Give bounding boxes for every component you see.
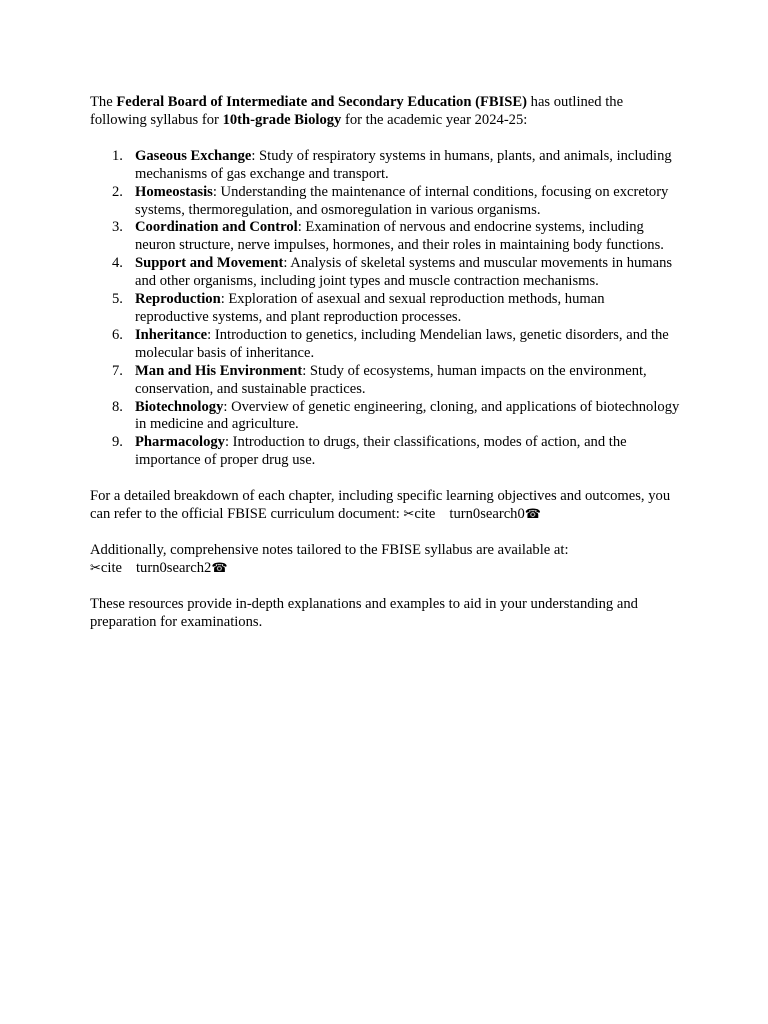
intro-lead: The bbox=[90, 94, 117, 110]
syllabus-item bbox=[90, 184, 680, 220]
syllabus-item bbox=[90, 219, 680, 255]
cite-ref: turn0search2 bbox=[135, 559, 212, 576]
item-title: Gaseous Exchange bbox=[135, 147, 252, 164]
item-description: : Examination of nervous and endocrine systems, including neuron structure, nerve impulses, hormones, and their roles in maintaining body functions. bbox=[135, 219, 664, 254]
cite-word: cite bbox=[100, 559, 122, 576]
grade-subject: 10th-grade Biology bbox=[222, 111, 342, 128]
cite-ref: turn0search0 bbox=[449, 506, 525, 523]
item-number: 9. bbox=[112, 434, 123, 451]
item-number: 7. bbox=[112, 362, 123, 379]
item-description: : Overview of genetic engineering, cloning, and applications of biotechnology in medicine and agriculture. bbox=[135, 398, 680, 433]
item-title: Pharmacology bbox=[135, 434, 225, 451]
syllabus-item bbox=[90, 363, 680, 399]
syllabus-item bbox=[90, 434, 680, 470]
item-description: : Study of respiratory systems in humans, plants, and animals, including mechanisms of gas exchange and transport. bbox=[135, 147, 672, 182]
notes-paragraph bbox=[90, 542, 680, 578]
syllabus-list bbox=[90, 148, 680, 470]
item-number: 5. bbox=[112, 291, 123, 308]
syllabus-item bbox=[90, 291, 680, 327]
scissors-icon: ✂ bbox=[90, 560, 101, 576]
notes-text: Additionally, comprehensive notes tailored to the FBISE syllabus are available at: bbox=[90, 541, 569, 558]
phone-icon: ☎ bbox=[211, 560, 228, 576]
item-number: 6. bbox=[112, 326, 123, 343]
intro-tail: for the academic year 2024-25: bbox=[341, 111, 528, 128]
board-name: Federal Board of Intermediate and Secondary Education (FBISE) bbox=[116, 94, 527, 110]
intro-paragraph bbox=[90, 94, 680, 130]
syllabus-item bbox=[90, 399, 680, 435]
scissors-icon: ✂ bbox=[403, 507, 415, 523]
item-title: Biotechnology bbox=[135, 398, 224, 415]
item-number: 2. bbox=[112, 183, 123, 200]
closing-paragraph bbox=[90, 596, 680, 632]
phone-icon: ☎ bbox=[524, 507, 541, 523]
item-title: Reproduction bbox=[135, 291, 221, 308]
closing-text: These resources provide in-depth explanations and examples to aid in your understanding and preparation for examinations. bbox=[90, 595, 638, 630]
item-title: Inheritance bbox=[135, 326, 208, 343]
item-description: : Exploration of asexual and sexual reproduction methods, human reproductive systems, and plant reproduction processes. bbox=[135, 291, 605, 325]
details-text: For a detailed breakdown of each chapter, including specific learning objectives and outcomes, you can refer to the official FBISE curriculum document: bbox=[90, 488, 671, 523]
syllabus-item bbox=[90, 255, 680, 291]
item-description: : Analysis of skeletal systems and muscular movements in humans and other organisms, including joint types and muscle contraction mechanisms. bbox=[135, 255, 673, 290]
intro-mid: has outlined the following syllabus for bbox=[90, 94, 624, 128]
item-number: 1. bbox=[112, 147, 123, 164]
item-description: : Understanding the maintenance of internal conditions, focusing on excretory systems, thermoregulation, and osmoregulation in various organisms. bbox=[135, 183, 669, 218]
details-paragraph bbox=[90, 488, 680, 524]
item-title: Man and His Environment bbox=[135, 362, 303, 379]
syllabus-item bbox=[90, 148, 680, 184]
syllabus-item bbox=[90, 327, 680, 363]
item-title: Coordination and Control bbox=[135, 219, 298, 236]
item-title: Support and Movement bbox=[135, 255, 284, 272]
cite-word: cite bbox=[414, 506, 436, 523]
item-number: 8. bbox=[112, 398, 123, 415]
item-description: : Study of ecosystems, human impacts on the environment, conservation, and sustainable practices. bbox=[135, 362, 647, 397]
item-number: 4. bbox=[112, 255, 123, 272]
item-title: Homeostasis bbox=[135, 183, 213, 200]
item-number: 3. bbox=[112, 219, 123, 236]
document-page bbox=[90, 94, 680, 650]
item-description: : Introduction to drugs, their classifications, modes of action, and the importance of proper drug use. bbox=[135, 434, 627, 469]
item-description: : Introduction to genetics, including Mendelian laws, genetic disorders, and the molecular basis of inheritance. bbox=[135, 326, 669, 361]
